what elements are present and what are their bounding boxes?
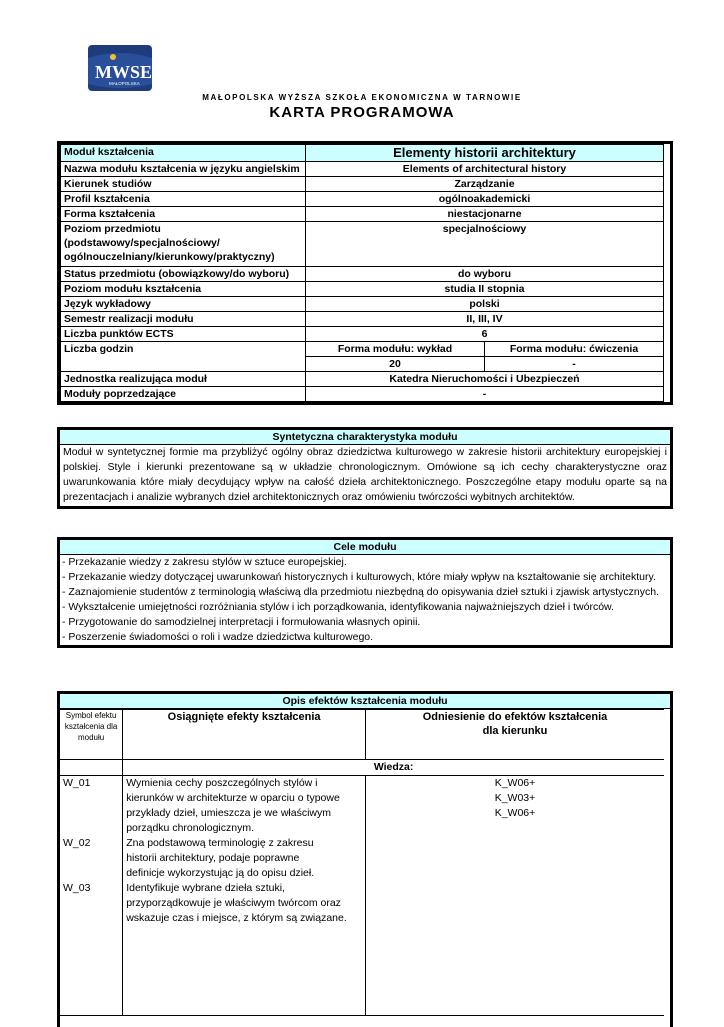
field-of-study-value: Zarządzanie (306, 177, 664, 192)
ects-value: 6 (306, 327, 664, 342)
outcome-w01-line: kierunków w architekturze w oparciu o typowe (126, 792, 340, 804)
references-cell (366, 776, 665, 1016)
course-level-label: Poziom przedmiotu (podstawowy/specjalnościowy/ ogólnouczelniany/kierunkowy/praktyczny) (61, 222, 306, 267)
english-name-value: Elements of architectural history (306, 162, 664, 177)
outcome-w03-line: Identyfikuje wybrane dzieła sztuki, (126, 882, 285, 894)
symbols-cell (60, 776, 123, 1016)
logo-mark-text: MWSE (95, 62, 153, 82)
outcome-symbol: W_03 (63, 882, 91, 894)
prerequisites-label: Moduły poprzedzające (61, 387, 306, 402)
module-info-table (57, 141, 673, 405)
course-level-value: specjalnościowy (306, 222, 664, 267)
logo-subtext: MAŁOPOLSKA (109, 81, 140, 86)
goal-item: - Poszerzenie świadomości o roli i wadze dziedzictwa kulturowego. (62, 631, 374, 643)
unit-value: Katedra Nieruchomości i Ubezpieczeń (306, 372, 664, 387)
goal-item: - Przygotowanie do samodzielnej interpretacji i formułowania własnych opinii. (62, 616, 421, 628)
outcome-w01-line: porządku chronologicznym. (126, 822, 255, 834)
education-profile-label: Profil kształcenia (61, 192, 306, 207)
mwse-logo (87, 44, 153, 92)
lecture-hours-value: 20 (306, 357, 485, 372)
goal-item: - Wykształcenie umiejętności rozróżniania stylów i ich porządkowania, identyfikowania najważniejszych dzieł i twórców. (62, 601, 614, 613)
ects-label: Liczba punktów ECTS (61, 327, 306, 342)
course-status-value: do wyboru (306, 267, 664, 282)
outcome-w03-line: wskazuje czas i miejsce, z którym są związane. (126, 912, 347, 924)
learning-outcomes-box (57, 691, 673, 1027)
lecture-form-header: Forma modułu: wykład (306, 342, 485, 357)
goal-item: - Przekazanie wiedzy z zakresu stylów w sztuce europejskiej. (62, 556, 347, 568)
education-form-value: niestacjonarne (306, 207, 664, 222)
education-form-label: Forma kształcenia (61, 207, 306, 222)
exercise-form-header: Forma modułu: ćwiczenia (485, 342, 664, 357)
module-label: Moduł kształcenia (61, 145, 306, 162)
outcome-symbol: W_02 (63, 837, 91, 849)
hours-label: Liczba godzin (61, 342, 306, 372)
synthetic-characteristics-box (57, 427, 673, 509)
learning-outcomes-title: Opis efektów kształcenia modułu (60, 694, 670, 709)
outcome-w01-line: przykłady dzieł, umieszcza je we właściwym (126, 807, 332, 819)
reference-code: K_W06+ (494, 777, 536, 789)
language-value: polski (306, 297, 664, 312)
education-profile-value: ogólnoakademicki (306, 192, 664, 207)
module-value: Elementy historii architektury (306, 145, 664, 162)
knowledge-section-label: Wiedza: (123, 760, 664, 776)
outcome-w03-line: przyporządkowuje je właściwym twórcom oraz (126, 897, 341, 909)
goal-item: - Zaznajomienie studentów z terminologią właściwą dla przedmiotu niezbędną do opisywania dzieł sztuki i zjawisk artystycznych. (62, 586, 660, 598)
module-info-rows (61, 145, 664, 402)
synthetic-characteristics-text: Moduł w syntetycznej formie ma przybliżyć ogólny obraz dziedzictwa kulturowego w zakresie historii architektury europejskiej i polskiej. Style i kierunki prezentowane są w układzie chronologicznym. Omówione są ich cechy charakterystyczne oraz uwarunkowania które miały decydujący wpływ na całość dzieła architektonicznego. Poszczególne etapy modułu oparte są na prezentacjach i analizie wybranych dzieł architektonicznych oraz omówieniu twórczości wybitnych architektów. (63, 446, 667, 503)
effects-column-header: Osiągnięte efekty kształcenia (123, 710, 366, 760)
outcome-w01-line: Wymienia cechy poszczególnych stylów i (126, 777, 318, 789)
exercise-hours-value: - (485, 357, 664, 372)
module-goals-title: Cele modułu (60, 540, 670, 555)
outcome-symbol: W_01 (63, 777, 91, 789)
outcome-w02-line: definicje wykorzystując ją do opisu dzieł. (126, 867, 315, 879)
language-label: Język wykładowy (61, 297, 306, 312)
prerequisites-value: - (306, 387, 664, 402)
reference-header-line: dla kierunku (482, 725, 548, 737)
reference-header-line: Odniesienie do efektów kształcenia (422, 711, 608, 723)
synthetic-characteristics-title: Syntetyczna charakterystyka modułu (60, 430, 670, 445)
semester-label: Semestr realizacji modułu (61, 312, 306, 327)
field-of-study-label: Kierunek studiów (61, 177, 306, 192)
course-status-label: Status przedmiotu (obowiązkowy/do wyboru) (61, 267, 306, 282)
outcomes-cell (123, 776, 366, 1016)
module-goals-box (57, 537, 673, 648)
english-name-label: Nazwa modułu kształcenia w języku angielskim (61, 162, 306, 177)
semester-value: II, III, IV (306, 312, 664, 327)
reference-code: K_W03+ (494, 792, 536, 804)
module-goals-list (60, 555, 670, 645)
outcome-w02-line: Zna podstawową terminologię z zakresu (126, 837, 314, 849)
logo-graphic (87, 44, 153, 92)
module-level-label: Poziom modułu kształcenia (61, 282, 306, 297)
unit-label: Jednostka realizująca moduł (61, 372, 306, 387)
module-level-value: studia II stopnia (306, 282, 664, 297)
symbol-column-header: Symbol efektu kształcenia dla modułu (60, 710, 123, 760)
document-title: KARTA PROGRAMOWA (269, 104, 455, 121)
school-name: MAŁOPOLSKA WYŻSZA SZKOŁA EKONOMICZNA W TARNOWIE (202, 93, 522, 102)
reference-code: K_W06+ (494, 807, 536, 819)
goal-item: - Przekazanie wiedzy dotyczącej uwarunkowań historycznych i kulturowych, które miały wpływ na kształtowanie się architektury. (62, 571, 656, 583)
outcome-w02-line: historii architektury, podaje poprawne (126, 852, 300, 864)
reference-column-header (366, 710, 665, 760)
